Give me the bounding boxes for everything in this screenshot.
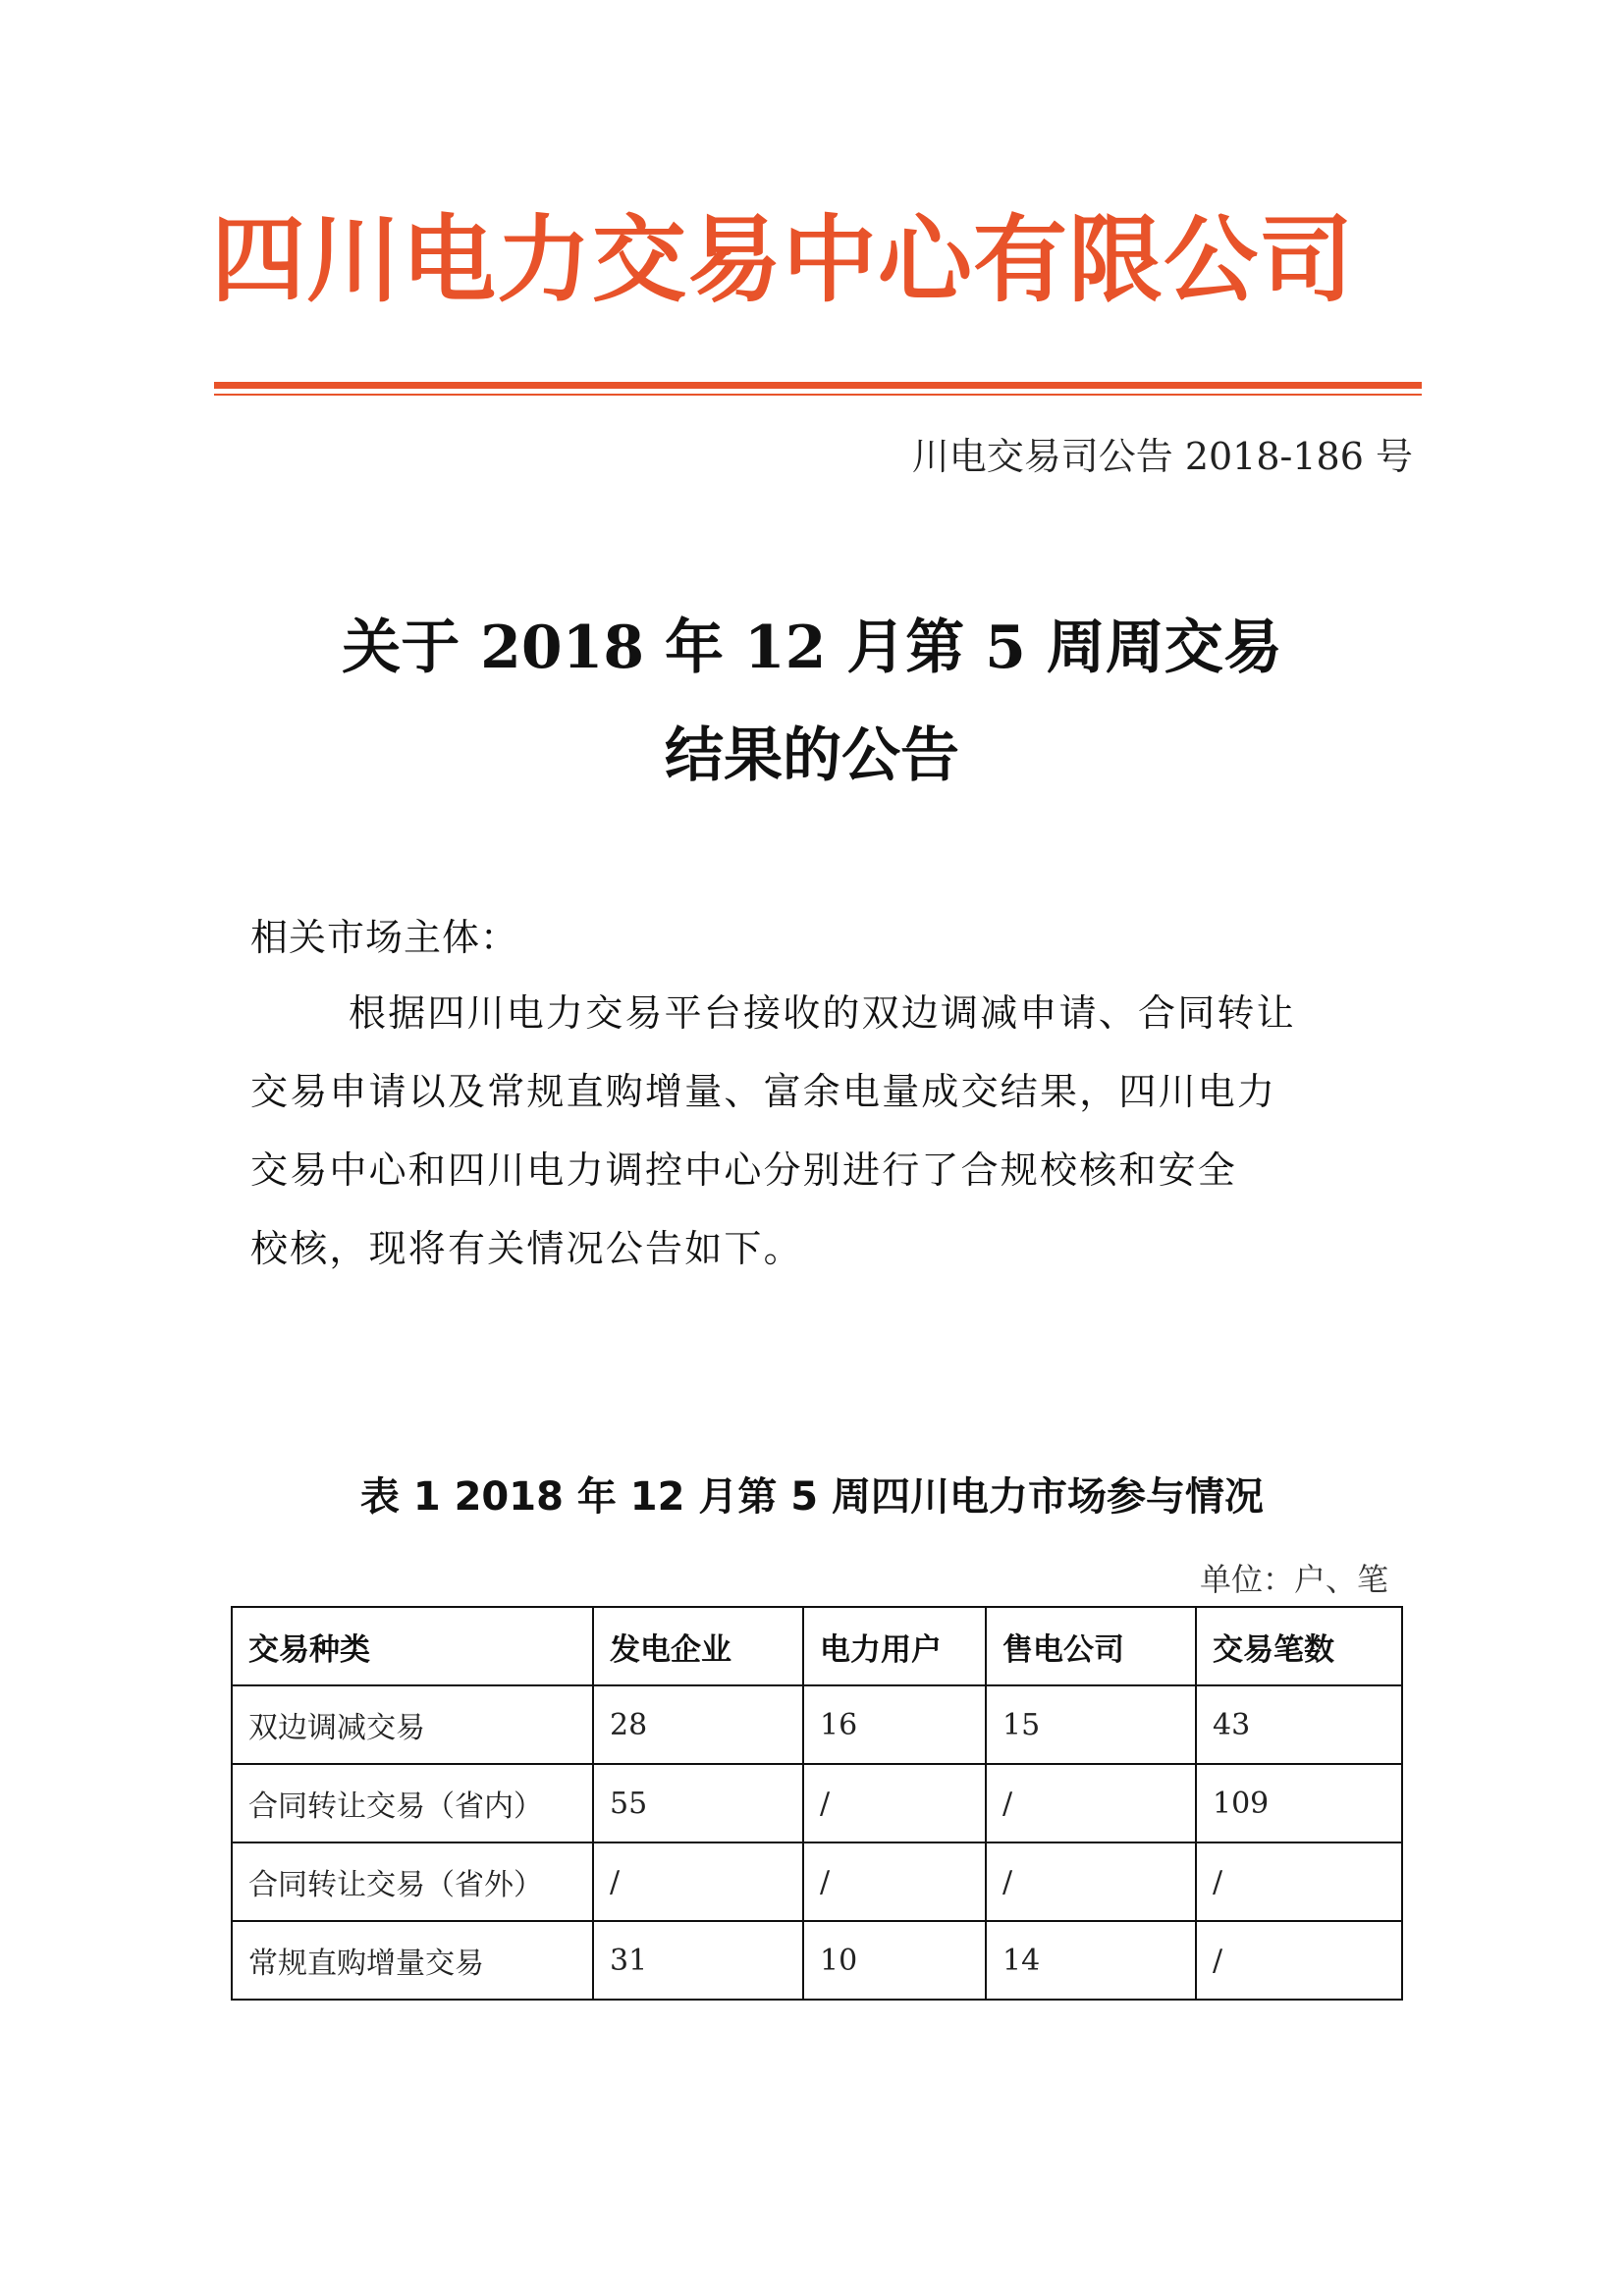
participation-table — [231, 1606, 1403, 2001]
table-cell: 109 — [1196, 1764, 1402, 1842]
table-unit-note: 单位：户、笔 — [1199, 1561, 1388, 1598]
table-cell: 16 — [803, 1685, 986, 1764]
table-cell: 常规直购增量交易 — [232, 1921, 593, 2000]
paragraph-line: 交易申请以及常规直购增量、富余电量成交结果，四川电力 — [250, 1070, 1277, 1113]
table-row — [232, 1685, 1402, 1764]
column-header-retailers: 售电公司 — [986, 1607, 1196, 1685]
table-header-row — [232, 1607, 1402, 1685]
paragraph-line: 交易中心和四川电力调控中心分别进行了合规校核和安全 — [250, 1148, 1238, 1192]
table-cell: 55 — [593, 1764, 803, 1842]
header-divider-thick — [214, 382, 1422, 389]
document-title-line-2: 结果的公告 — [665, 721, 959, 790]
document-title-line-1: 关于 2018 年 12 月第 5 周周交易 — [342, 614, 1282, 682]
table-cell: / — [593, 1842, 803, 1921]
table-cell: 43 — [1196, 1685, 1402, 1764]
header-divider-thin — [214, 394, 1422, 396]
table-cell: 28 — [593, 1685, 803, 1764]
table-row — [232, 1842, 1402, 1921]
paragraph-line: 校核，现将有关情况公告如下。 — [250, 1227, 803, 1270]
column-header-trade-type: 交易种类 — [232, 1607, 593, 1685]
table-cell: / — [1196, 1921, 1402, 2000]
table-row — [232, 1764, 1402, 1842]
table-cell: / — [803, 1842, 986, 1921]
table-cell: / — [803, 1764, 986, 1842]
table-cell: 合同转让交易（省内） — [232, 1764, 593, 1842]
organization-name: 四川电力交易中心有限公司 — [211, 205, 1354, 315]
column-header-power-users: 电力用户 — [803, 1607, 986, 1685]
column-header-generators: 发电企业 — [593, 1607, 803, 1685]
table-cell: 31 — [593, 1921, 803, 2000]
column-header-trade-count: 交易笔数 — [1196, 1607, 1402, 1685]
table-row — [232, 1921, 1402, 2000]
table-cell: / — [986, 1842, 1196, 1921]
table-cell: 15 — [986, 1685, 1196, 1764]
table-caption: 表 1 2018 年 12 月第 5 周四川电力市场参与情况 — [359, 1474, 1265, 1520]
paragraph-line: 根据四川电力交易平台接收的双边调减申请、合同转让 — [349, 991, 1296, 1035]
salutation: 相关市场主体： — [250, 916, 519, 959]
table-cell: / — [1196, 1842, 1402, 1921]
table-cell: 双边调减交易 — [232, 1685, 593, 1764]
table-cell: 10 — [803, 1921, 986, 2000]
table-cell: 14 — [986, 1921, 1196, 2000]
table-cell: 合同转让交易（省外） — [232, 1842, 593, 1921]
table-cell: / — [986, 1764, 1196, 1842]
document-number: 川电交易司公告 2018-186 号 — [911, 435, 1413, 478]
